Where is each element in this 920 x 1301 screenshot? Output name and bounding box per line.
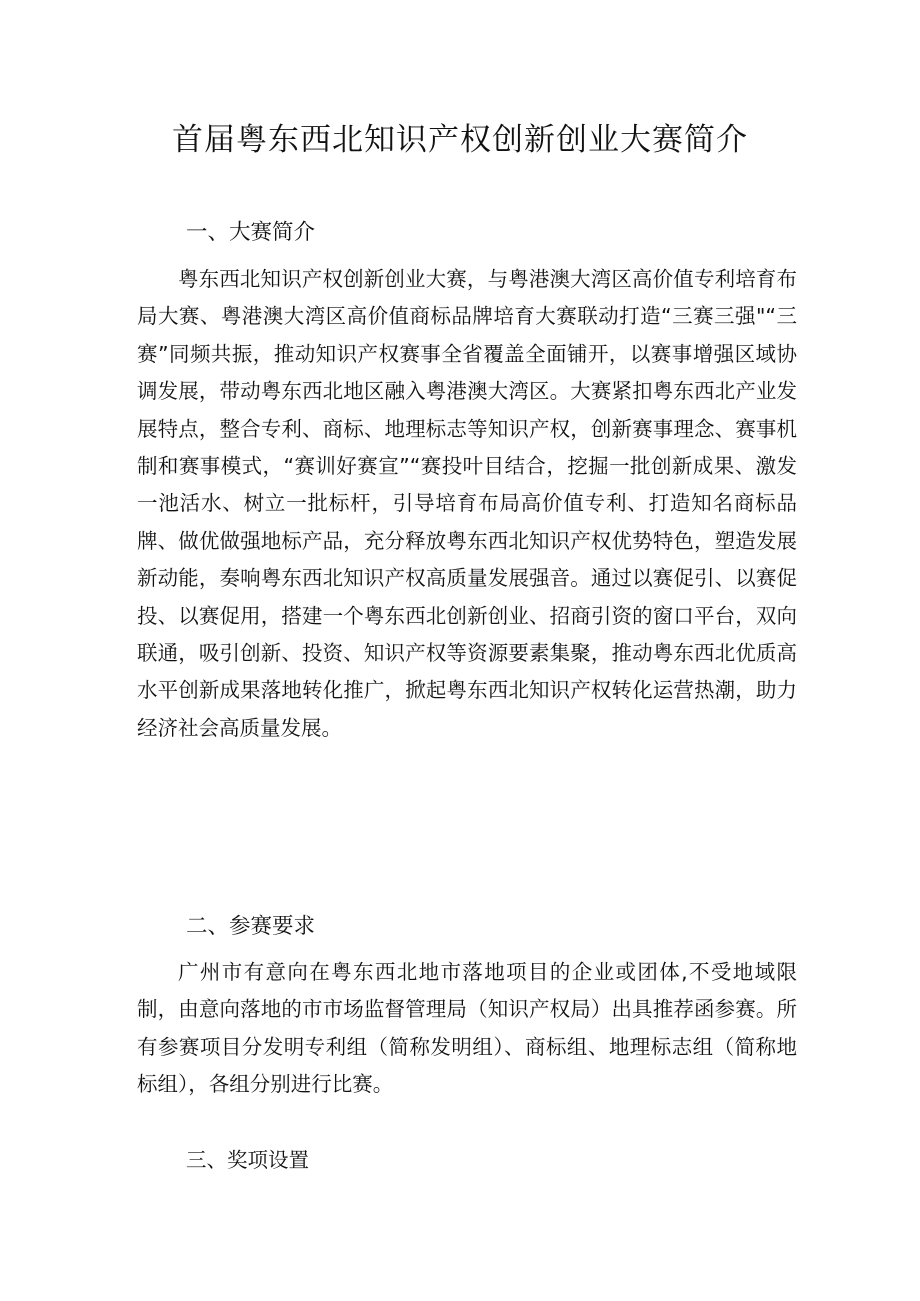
section-heading-requirements: 二、参赛要求 [186, 914, 316, 939]
section-paragraph-requirements: 广州市有意向在粤东西北地市落地项目的企业或团体,不受地域限制，由意向落地的市市场监督管理局（知识产权局）出具推荐函参赛。所有参赛项目分发明专利组（简称发明组）、商标组、地理标志组（简称地标组），各组分别进行比赛。 [137, 960, 797, 1097]
section-heading-intro: 一、大赛简介 [186, 220, 316, 245]
document-title: 首届粤东西北知识产权创新创业大赛简介 [172, 122, 748, 158]
section-paragraph-intro: 粤东西北知识产权创新创业大赛，与粤港澳大湾区高价值专利培育布局大赛、粤港澳大湾区高价值商标品牌培育大赛联动打造“三赛三强"“三赛”同频共振，推动知识产权赛事全省覆盖全面铺开，以赛事增强区域协调发展，带动粤东西北地区融入粤港澳大湾区。大赛紧扣粤东西北产业发展特点，整合专利、商标、地理标志等知识产权，创新赛事理念、赛事机制和赛事模式，“赛训好赛宣”“赛投叶目结合，挖掘一批创新成果、激发一池活水、树立一批标杆，引导培育布局高价值专利、打造知名商标品牌、做优做强地标产品，充分释放粤东西北知识产权优势特色，塑造发展新动能，奏响粤东西北知识产权高质量发展强音。通过以赛促引、以赛促投、以赛促用，搭建一个粤东西北创新创业、招商引资的窗口平台，双向联通，吸引创新、投资、知识产权等资源要素集聚，推动粤东西北优质高水平创新成果落地转化推广，掀起粤东西北知识产权转化运营热潮，助力经济社会高质量发展。 [137, 267, 797, 740]
section-heading-awards: 三、奖项设置 [186, 1148, 309, 1172]
